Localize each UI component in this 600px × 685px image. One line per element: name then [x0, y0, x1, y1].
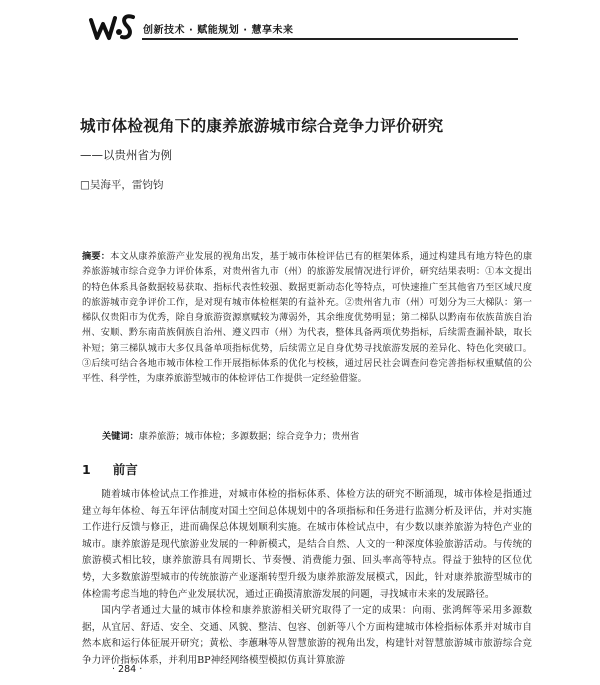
- keywords: [102, 428, 522, 442]
- body-paragraph: 国内学者通过大量的城市体检和康养旅游相关研究取得了一定的成果：向雨、张鸿辉等采用多源数据，从宜居、舒适、安全、交通、风貌、整洁、包容、创新等八个方面构建城市体检指标体系并对城市自然本底和运行体征展开研究；黄松、李蕙琳等从智慧旅游的视角出发，构建针对智慧旅游城市旅游综合竞争力评价指标体系，并利用BP神经网络模型模拟仿真计算旅游: [82, 605, 532, 666]
- abstract-text: 本文从康养旅游产业发展的视角出发，基于城市体检评估已有的框架体系，通过构建具有地方特色的康养旅游城市综合竞争力评价体系，对贵州省九市（州）的旅游发展情况进行评价，研究结果表明：①本文提出的特色体系具备数据较易获取、指标代表性较强、数据更新动态化等特点，可快速推广至其他省乃至区域尺度的旅游城市竞争评价工作，是对现有城市体检框架的有益补充。②贵州省九市（州）可划分为三大梯队：第一梯队仅贵阳市为优秀，除自身旅游资源禀赋较为薄弱外，其余维度优势明显；第二梯队以黔南布依族苗族自治州、安顺、黔东南苗族侗族自治州、遵义四市（州）为代表，整体具备两项优势指标，后续需查漏补缺，取长补短；第三梯队城市大多仅具备单项指标优势，后续需立足自身优势寻找旅游发展的差异化、特色化突破口。③后续可结合各地市城市体检工作开展指标体系的优化与校核，通过居民社会调查问卷完善指标权重赋值的公平性、科学性，为康养旅游型城市的体检评估工作提供一定经验借鉴。: [82, 251, 533, 385]
- article-subtitle: ——以贵州省为例: [80, 148, 172, 162]
- article-authors: □吴海平，雷钧钧: [80, 179, 164, 191]
- journal-logo-icon: [88, 12, 136, 42]
- section-heading: [82, 460, 138, 478]
- journal-header: [88, 12, 518, 46]
- page-number: · 284 ·: [112, 664, 143, 675]
- body-paragraph: 随着城市体检试点工作推进，对城市体检的指标体系、体检方法的研究不断涌现，城市体检是指通过建立每年体检、每五年评估制度对国土空间总体规划中的各项指标和任务进行监测分析及评估，并对实施工作进行反馈与修正，进而确保总体规划顺利实施。在城市体检试点中，有少数以康养旅游为特色产业的城市。康养旅游是现代旅游业发展的一种新模式，是结合自然、人文的一种深度体验旅游活动。与传统的旅游模式相比较，康养旅游具有周期长、节奏慢、消费能力强、回头率高等特点。得益于独特的区位优势，大多数旅游型城市的传统旅游产业逐渐转型升级为康养旅游发展模式，因此，针对康养旅游型城市的体检需考虑当地的特色产业发展状况，通过正确摸清旅游发展的问题，寻找城市未来的发展路径。: [82, 489, 532, 600]
- section-title: 前言: [112, 462, 138, 477]
- keywords-label: 关键词：: [102, 431, 139, 442]
- abstract-label: 摘要：: [82, 251, 111, 262]
- abstract: [82, 249, 532, 387]
- keywords-text: 康养旅游；城市体检；多源数据；综合竞争力；贵州省: [138, 431, 360, 442]
- journal-slogan: 创新技术 · 赋能规划 · 慧享未来: [143, 25, 294, 36]
- header-rule: [142, 38, 518, 40]
- section-number: 1: [82, 462, 91, 477]
- article-title: 城市体检视角下的康养旅游城市综合竞争力评价研究: [80, 117, 444, 135]
- body-text: [82, 487, 532, 670]
